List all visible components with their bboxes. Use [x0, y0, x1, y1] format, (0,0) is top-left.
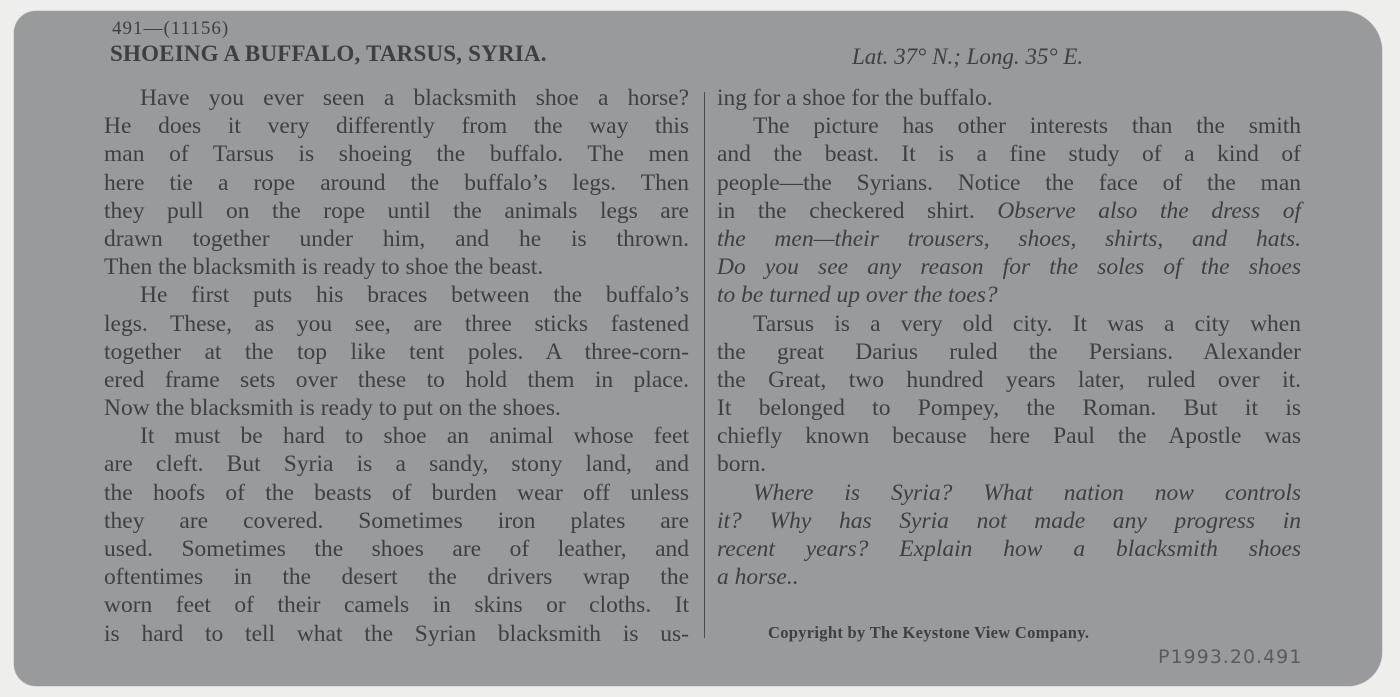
- text-line: it? Why has Syria not made any progress in: [717, 507, 1301, 534]
- text-line: the Great, two hundred years later, ruled over it.: [717, 366, 1301, 393]
- text-line: ing for a shoe for the buffalo.: [717, 85, 993, 111]
- text-line: Now the blacksmith is ready to put on the shoes.: [104, 395, 561, 422]
- text-line: He does it very differently from the way this: [104, 113, 689, 140]
- text-line: worn feet of their camels in skins or cloths. It: [104, 592, 689, 619]
- text-line: It must be hard to shoe an animal whose feet: [140, 423, 689, 450]
- text-run-italic: Observe also the dress of: [997, 197, 1301, 224]
- text-line: He first puts his braces between the buffalo’s: [140, 282, 689, 309]
- text-line: used. Sometimes the shoes are of leather, and: [104, 536, 689, 562]
- text-line: here tie a rope around the buffalo’s legs. Then: [104, 169, 689, 196]
- coordinates: Lat. 37° N.; Long. 35° E.: [852, 44, 1084, 69]
- text-line: man of Tarsus is shoeing the buffalo. The men: [104, 141, 689, 168]
- text-line: is hard to tell what the Syrian blacksmith is us-: [104, 620, 689, 647]
- text-line: Where is Syria? What nation now controls: [753, 479, 1301, 506]
- text-run: in the checkered shirt.: [717, 197, 998, 224]
- accession-mark: P1993.20.491: [1158, 646, 1303, 668]
- text-line: The picture has other interests than the smith: [753, 113, 1301, 140]
- text-line: Then the blacksmith is ready to shoe the beast.: [104, 254, 544, 281]
- text-line: ered frame sets over these to hold them in place.: [104, 366, 689, 393]
- text-line: Do you see any reason for the soles of the shoes: [717, 254, 1301, 281]
- text-line: are cleft. But Syria is a sandy, stony land, and: [104, 451, 689, 478]
- text-line: together at the top like tent poles. A three-corn-: [104, 338, 689, 365]
- column-divider: [704, 92, 705, 638]
- text-line: people—the Syrians. Notice the face of the man: [717, 169, 1301, 196]
- catalog-number: 491—(11156): [112, 18, 230, 39]
- text-line: and the beast. It is a fine study of a kind of: [717, 141, 1301, 168]
- text-line: recent years? Explain how a blacksmith shoes: [717, 536, 1301, 562]
- text-line: Tarsus is a very old city. It was a city when: [753, 310, 1301, 337]
- text-line: to be turned up over the toes?: [717, 282, 998, 309]
- left-column: [104, 84, 689, 648]
- copyright-notice: Copyright by The Keystone View Company.: [768, 623, 1090, 642]
- right-column: [717, 84, 1301, 591]
- text-line: drawn together under him, and he is thrown.: [104, 225, 689, 252]
- text-line: Have you ever seen a blacksmith shoe a horse?: [140, 85, 689, 111]
- text-line: the hoofs of the beasts of burden wear off unless: [104, 479, 689, 506]
- text-line: oftentimes in the desert the drivers wrap the: [104, 564, 689, 591]
- text-line: they pull on the rope until the animals legs are: [104, 197, 689, 224]
- card-title: SHOEING A BUFFALO, TARSUS, SYRIA.: [110, 41, 547, 66]
- text-line: It belonged to Pompey, the Roman. But it is: [717, 395, 1301, 422]
- text-line mixed: [717, 197, 1301, 225]
- text-line: the men—their trousers, shoes, shirts, and hats.: [717, 225, 1301, 252]
- text-line: legs. These, as you see, are three sticks fastened: [104, 310, 689, 337]
- text-line: a horse..: [717, 564, 799, 591]
- text-line: born.: [717, 451, 766, 478]
- text-line: chiefly known because here Paul the Apostle was: [717, 423, 1301, 450]
- text-line: they are covered. Sometimes iron plates are: [104, 507, 689, 534]
- text-line: the great Darius ruled the Persians. Alexander: [717, 338, 1301, 365]
